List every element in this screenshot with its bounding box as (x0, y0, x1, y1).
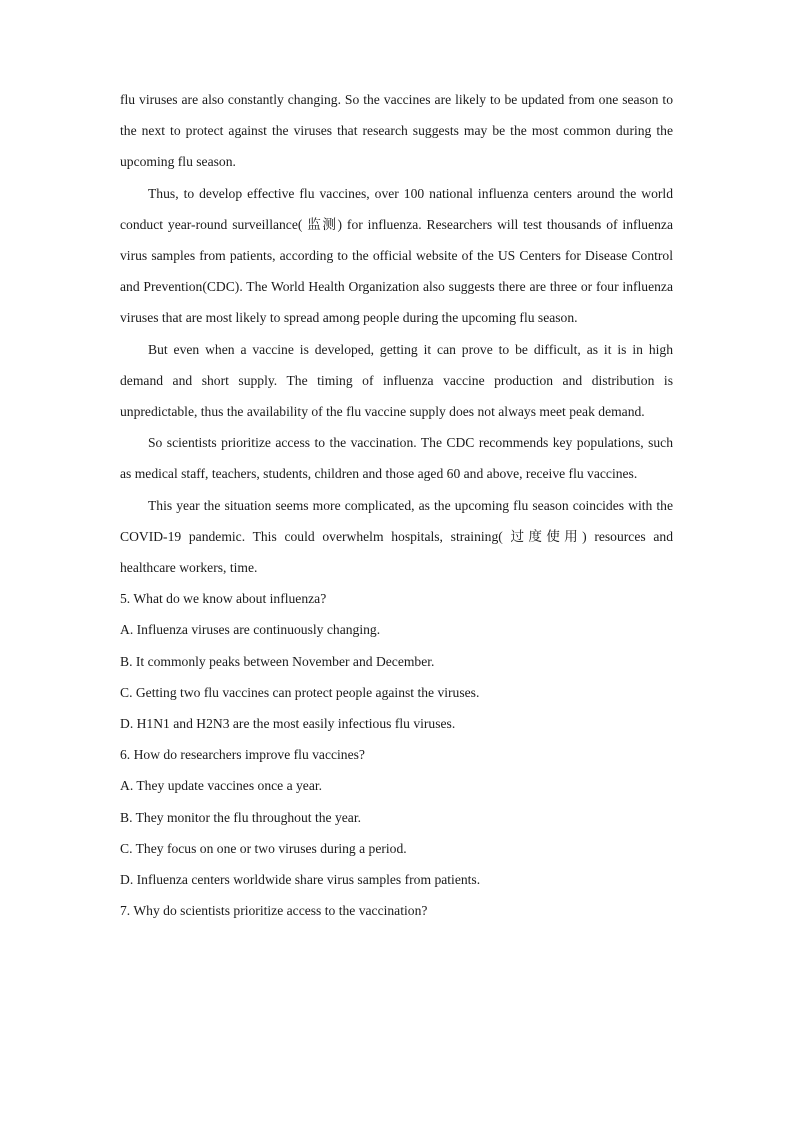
option-a: A. Influenza viruses are continuously changing. (120, 622, 381, 638)
passage-paragraph-5: This year the situation seems more complicated, as the upcoming flu season coincides with the COVID-19 pandemic. This could overwhelm hospitals, straining( 过度使用) resources and healthcare workers, time. (120, 497, 673, 576)
question-6 (120, 739, 673, 895)
question-5 (120, 583, 673, 739)
passage-paragraph-1: flu viruses are also constantly changing. So the vaccines are likely to be updated from one season to the next to protect against the viruses that research suggests may be the most common during the upcoming flu season. (120, 92, 673, 170)
option-b: B. They monitor the flu throughout the year. (120, 809, 361, 825)
reading-passage (120, 84, 673, 583)
option-c: C. Getting two flu vaccines can protect people against the viruses. (120, 684, 480, 700)
option-d: D. H1N1 and H2N3 are the most easily infectious flu viruses. (120, 716, 456, 732)
question-stem: 5. What do we know about influenza? (120, 591, 327, 607)
question-7 (120, 895, 673, 926)
passage-paragraph-4: So scientists prioritize access to the vaccination. The CDC recommends key populations, such as medical staff, teachers, students, children and those aged 60 and above, receive flu vaccines. (120, 435, 673, 482)
option-b: B. It commonly peaks between November and December. (120, 653, 435, 669)
page-content (120, 84, 673, 926)
option-a: A. They update vaccines once a year. (120, 778, 323, 794)
question-stem: 7. Why do scientists prioritize access to the vaccination? (120, 903, 428, 919)
question-stem: 6. How do researchers improve flu vaccines? (120, 747, 365, 763)
option-d: D. Influenza centers worldwide share virus samples from patients. (120, 872, 481, 888)
passage-paragraph-3: But even when a vaccine is developed, getting it can prove to be difficult, as it is in high demand and short supply. The timing of influenza vaccine production and distribution is unpredictable, thus the availability of the flu vaccine supply does not always meet peak demand. (120, 341, 673, 420)
option-c: C. They focus on one or two viruses during a period. (120, 840, 407, 856)
passage-paragraph-2: Thus, to develop effective flu vaccines, over 100 national influenza centers around the world conduct year-round surveillance( 监测) for influenza. Researchers will test thousands of influenza virus samples from patients, according to the official website of the US Centers for Disease Control and Prevention(CDC). The World Health Organization also suggests there are three or four influenza viruses that are most likely to spread among people during the upcoming flu season. (120, 185, 673, 326)
